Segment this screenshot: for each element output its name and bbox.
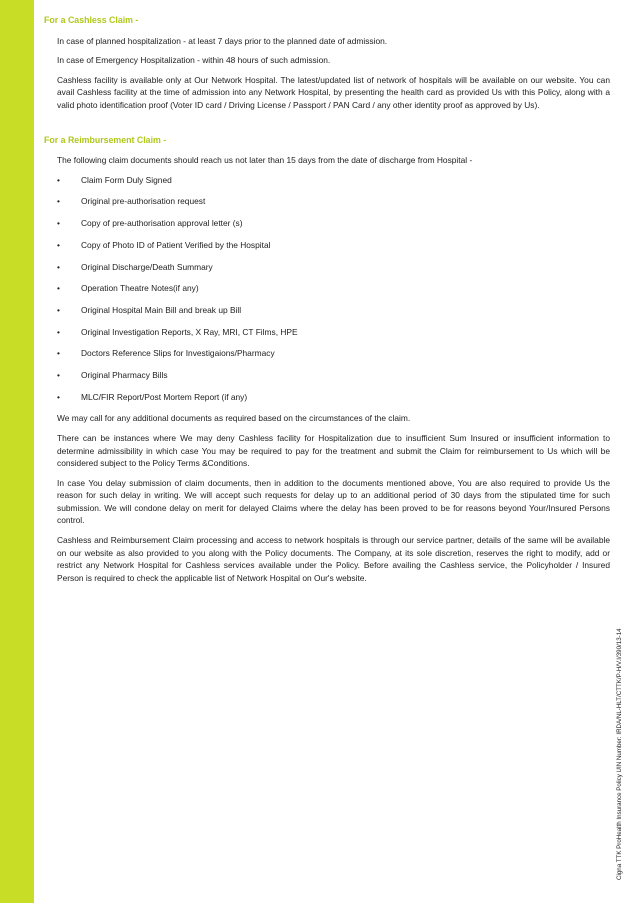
cashless-planned-paragraph: In case of planned hospitalization - at least 7 days prior to the planned date of admission. bbox=[57, 35, 388, 46]
section-spacer bbox=[44, 119, 610, 134]
document-body bbox=[44, 14, 610, 591]
cashless-claim-heading: For a Cashless Claim - bbox=[44, 15, 139, 25]
list-item-text: Original Investigation Reports, X Ray, MRI, CT Films, HPE bbox=[81, 326, 298, 337]
list-item-text: Original pre-authorisation request bbox=[81, 196, 206, 207]
bullet-icon: • bbox=[57, 196, 60, 207]
bullet-icon: • bbox=[57, 218, 60, 229]
bullet-icon: • bbox=[57, 283, 60, 294]
cashless-facility-paragraph: Cashless facility is available only at Our Network Hospital. The latest/updated list of network of hospitals will be available on our website. You can avail Cashless facility at the time of admission into any Network Hospital, by presenting the health card as provided Us with this Policy, along with a valid photo identification proof (Voter ID card / Driving License / Passport / PAN Card / any other identity proof as approved by Us). bbox=[57, 74, 610, 110]
list-item-text: Copy of Photo ID of Patient Verified by the Hospital bbox=[81, 239, 271, 250]
list-item-text: Copy of pre-authorisation approval letter (s) bbox=[81, 218, 243, 229]
bullet-icon: • bbox=[57, 174, 60, 185]
accent-sidebar-bar bbox=[0, 0, 34, 903]
list-item-text: Original Discharge/Death Summary bbox=[81, 261, 213, 272]
list-item-text: Original Pharmacy Bills bbox=[81, 369, 168, 380]
policy-uin-side-note: Cigna TTK ProHealth Insurance Policy UIN Number: IRDA/NL-HLT/CTTK/P-H/V.I/390/13-14 bbox=[616, 628, 623, 880]
list-item bbox=[57, 282, 610, 295]
list-item bbox=[57, 261, 610, 274]
bullet-icon: • bbox=[57, 304, 60, 315]
list-item bbox=[57, 217, 610, 230]
list-item bbox=[57, 347, 610, 360]
reimbursement-claim-heading: For a Reimbursement Claim - bbox=[44, 134, 167, 145]
list-item bbox=[57, 369, 610, 382]
additional-documents-paragraph: We may call for any additional documents as required based on the circumstances of the claim. bbox=[57, 413, 411, 424]
list-item bbox=[57, 391, 610, 404]
delay-submission-paragraph: In case You delay submission of claim documents, then in addition to the documents mentioned above, You are also required to provide Us the reason for such delay in writing. We will accept such requests for delay up to an additional period of 30 days from the stipulated time for such submission. We will condone delay on merit for delayed Claims where the delay has been proved to be for reasons beyond Your/Insured Persons control. bbox=[57, 477, 610, 526]
list-item bbox=[57, 304, 610, 317]
list-item-text: Claim Form Duly Signed bbox=[81, 174, 172, 185]
list-item-text: Operation Theatre Notes(if any) bbox=[81, 283, 199, 294]
list-item bbox=[57, 326, 610, 339]
bullet-icon: • bbox=[57, 239, 60, 250]
bullet-icon: • bbox=[57, 391, 60, 402]
bullet-icon: • bbox=[57, 348, 60, 359]
list-item bbox=[57, 239, 610, 252]
claim-documents-list bbox=[44, 174, 610, 403]
list-item-text: MLC/FIR Report/Post Mortem Report (if any) bbox=[81, 391, 248, 402]
service-partner-paragraph: Cashless and Reimbursement Claim processing and access to network hospitals is through our service partner, details of the same will be available on our website as also provided to you along with the Policy documents. The Company, at its sole discretion, reserves the right to modify, add or restrict any Network Hospital for Cashless services available under the Policy. Before availing the Cashless service, the Policyholder / Insured Person is required to check the applicable list of Network Hospital on Our's website. bbox=[57, 535, 610, 583]
cashless-emergency-paragraph: In case of Emergency Hospitalization - within 48 hours of such admission. bbox=[57, 55, 331, 66]
list-item bbox=[57, 174, 610, 187]
denial-instances-paragraph: There can be instances where We may deny Cashless facility for Hospitalization due to insufficient Sum Insured or insufficient information to determine admissibility in which case You may be required to pay for the treatment and submit the Claim for reimbursement to Us which will be considered subject to the Policy Terms &Conditions. bbox=[57, 432, 610, 469]
list-item bbox=[57, 195, 610, 208]
bullet-icon: • bbox=[57, 261, 60, 272]
bullet-icon: • bbox=[57, 326, 60, 337]
reimbursement-intro-paragraph: The following claim documents should reach us not later than 15 days from the date of discharge from Hospital - bbox=[57, 155, 473, 166]
list-item-text: Original Hospital Main Bill and break up Bill bbox=[81, 304, 242, 315]
list-item-text: Doctors Reference Slips for Investigaions/Pharmacy bbox=[81, 348, 275, 359]
bullet-icon: • bbox=[57, 369, 60, 380]
